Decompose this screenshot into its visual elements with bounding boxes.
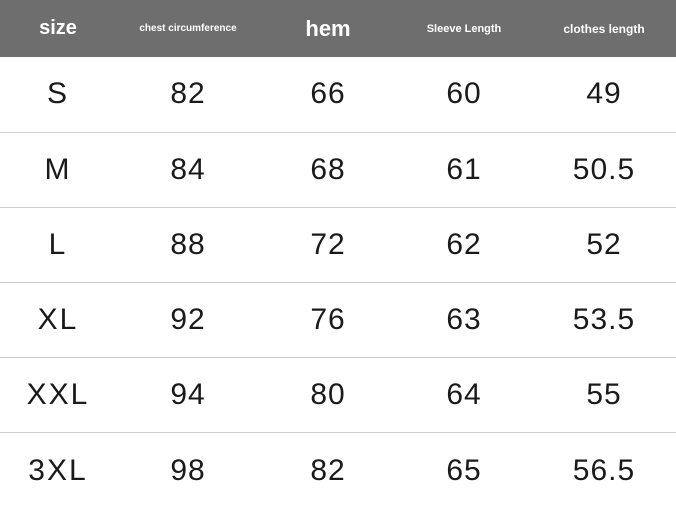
cell-sleeve: 63 [396, 282, 532, 357]
header-hem: hem [305, 15, 351, 41]
table-body [0, 57, 676, 508]
cell-length: 50.5 [532, 132, 676, 207]
cell-hem: 66 [260, 57, 396, 132]
table-header [0, 0, 676, 57]
header-size: size [39, 17, 77, 39]
cell-length: 56.5 [572, 453, 636, 487]
table-row [0, 132, 676, 207]
table-row [0, 57, 676, 132]
header-row [0, 0, 676, 57]
cell-length: 52 [532, 207, 676, 282]
cell-size: M [0, 132, 116, 207]
cell-hem: 72 [260, 207, 396, 282]
cell-chest: 82 [116, 57, 260, 132]
header-chest-circumference: chest circumference [139, 23, 237, 34]
cell-hem: 76 [260, 282, 396, 357]
cell-hem: 82 [310, 453, 346, 487]
cell-sleeve: 62 [396, 207, 532, 282]
cell-hem: 80 [260, 358, 396, 433]
cell-size: L [0, 207, 116, 282]
table-row [0, 282, 676, 357]
cell-hem: 68 [260, 132, 396, 207]
cell-sleeve: 61 [396, 132, 532, 207]
cell-length: 55 [532, 358, 676, 433]
table-row [0, 358, 676, 433]
cell-chest: 94 [116, 358, 260, 433]
table-row [0, 433, 676, 508]
cell-sleeve: 64 [396, 358, 532, 433]
cell-size: 3XL [28, 453, 88, 487]
cell-chest: 92 [116, 282, 260, 357]
header-sleeve-length: Sleeve Length [426, 22, 502, 35]
table-row [0, 207, 676, 282]
cell-size: S [0, 57, 116, 132]
cell-size: XXL [0, 358, 116, 433]
cell-sleeve: 60 [396, 57, 532, 132]
header-clothes-length: clothes length [563, 21, 645, 36]
cell-size: XL [0, 282, 116, 357]
cell-length: 53.5 [532, 282, 676, 357]
cell-chest: 98 [170, 453, 206, 487]
cell-chest: 84 [116, 132, 260, 207]
cell-length: 49 [532, 57, 676, 132]
cell-sleeve: 65 [446, 453, 482, 487]
cell-chest: 88 [116, 207, 260, 282]
